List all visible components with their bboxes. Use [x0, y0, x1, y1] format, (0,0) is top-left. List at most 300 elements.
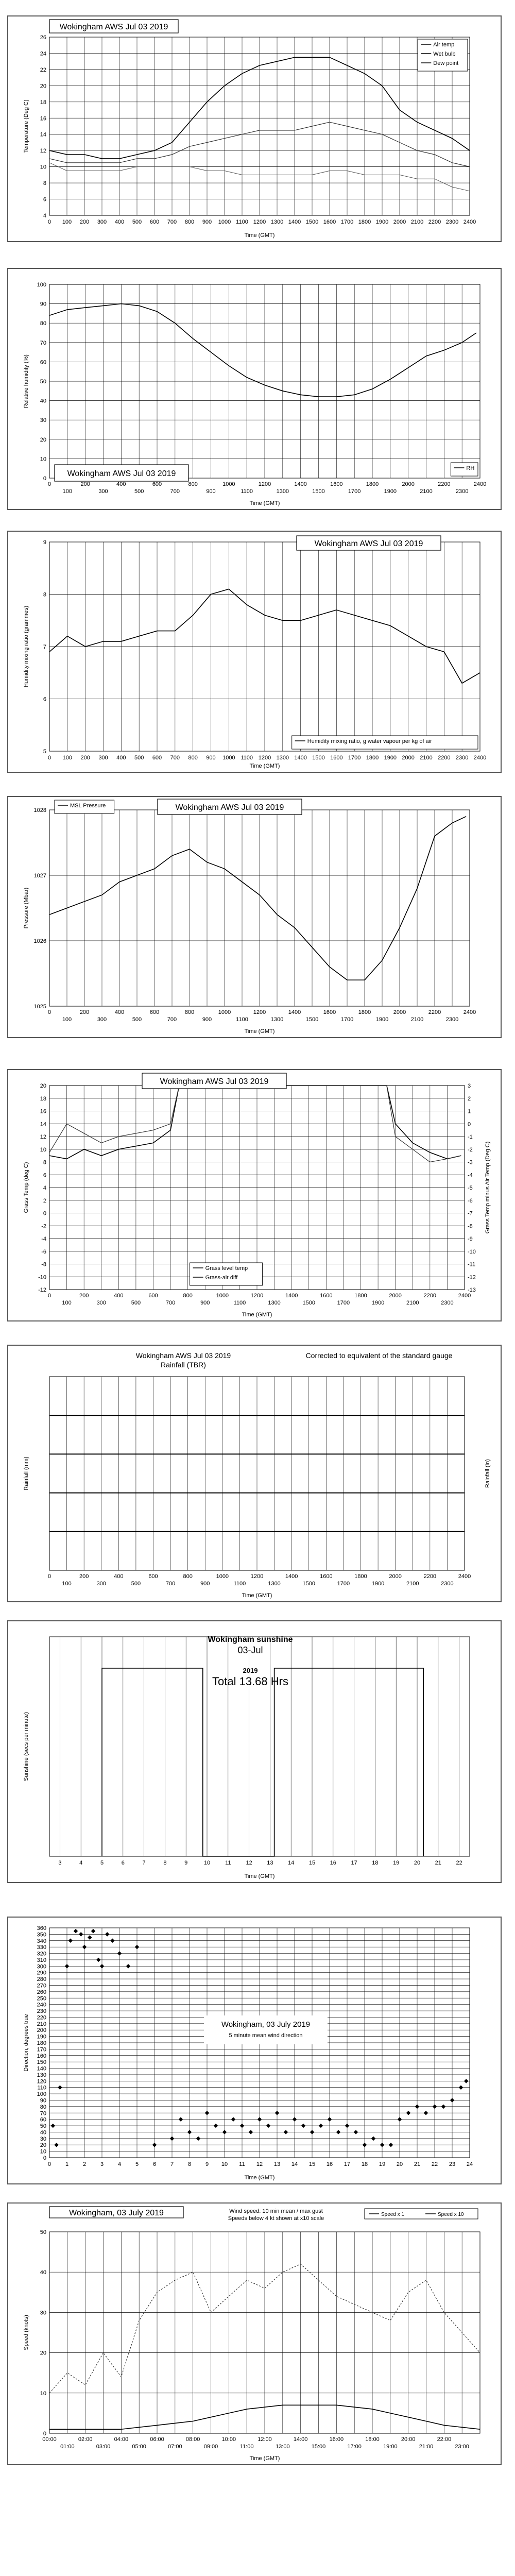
wind-speed-chart-panel — [7, 2202, 502, 2465]
x-tick-label: 1000 — [218, 219, 231, 225]
x-tick-label: 1600 — [323, 219, 336, 225]
wind-direction-chart-panel — [7, 1917, 502, 2184]
x-tick-label: 1700 — [348, 488, 361, 495]
x-tick-label: 1400 — [288, 1009, 301, 1015]
y-tick-label: 250 — [37, 1995, 46, 2002]
chart-title: Wokingham AWS Jul 03 2019 — [175, 803, 284, 812]
plot-area — [49, 1637, 470, 1856]
y-tick-label: 4 — [43, 1185, 46, 1191]
x-tick-label: 1200 — [258, 481, 271, 487]
y2-tick-label: -1 — [468, 1134, 473, 1140]
x-tick-label: 13 — [273, 2161, 281, 2167]
x-tick-label: 2200 — [423, 1293, 437, 1299]
y2-axis-label: Grass Temp minus Air Temp (Deg C) — [485, 1141, 491, 1234]
y-tick-label: -6 — [41, 1248, 46, 1255]
x-tick-label: 900 — [206, 488, 216, 495]
y-tick-label: 16 — [40, 115, 46, 122]
y-tick-label: 22 — [40, 66, 46, 73]
x-axis-label: Time (GMT) — [244, 2175, 275, 2181]
x-tick-label: 1900 — [375, 219, 389, 225]
x-tick-label: 2000 — [389, 1573, 402, 1580]
y-axis-label: Relative humidity (%) — [23, 354, 29, 408]
x-tick-label: 700 — [167, 219, 177, 225]
x-tick-label: 1900 — [371, 1300, 385, 1306]
y-tick-label: 20 — [40, 436, 46, 443]
x-tick-label: 02:00 — [78, 2436, 93, 2443]
x-tick-label: 5 — [135, 2161, 139, 2167]
x-tick-label: 2300 — [441, 1581, 454, 1587]
x-tick-label: 7 — [142, 1860, 146, 1866]
y-tick-label: 18 — [40, 99, 46, 106]
x-tick-label: 1200 — [253, 1009, 266, 1015]
x-axis-label: Time (GMT) — [242, 1312, 272, 1318]
x-tick-label: 14 — [288, 1860, 295, 1866]
y2-tick-label: 1 — [468, 1108, 471, 1115]
y-tick-label: 2 — [43, 1197, 46, 1204]
y-axis-label: Temperature (Deg C) — [23, 99, 29, 153]
x-tick-label: 2200 — [428, 1009, 441, 1015]
chart-title: Wokingham AWS Jul 03 2019 — [314, 539, 423, 548]
x-tick-label: 03:00 — [96, 2444, 111, 2450]
x-tick-label: 11 — [225, 1860, 231, 1866]
y-tick-label: 230 — [37, 2008, 46, 2015]
x-tick-label: 1200 — [258, 755, 271, 761]
x-tick-label: 700 — [170, 755, 180, 761]
x-tick-label: 2100 — [420, 755, 433, 761]
pressure-chart-panel — [7, 796, 502, 1038]
x-tick-label: 18:00 — [365, 2436, 380, 2443]
x-tick-label: 2200 — [423, 1573, 437, 1580]
x-tick-label: 15:00 — [311, 2444, 326, 2450]
y2-tick-label: -6 — [468, 1197, 473, 1204]
x-tick-label: 2000 — [402, 481, 415, 487]
x-tick-label: 6 — [121, 1860, 125, 1866]
x-tick-label: 500 — [131, 1300, 141, 1306]
y-tick-label: 20 — [40, 2142, 46, 2149]
y-tick-label: 16 — [40, 1108, 46, 1115]
x-tick-label: 300 — [98, 488, 108, 495]
x-axis-label: Time (GMT) — [249, 763, 280, 769]
x-tick-label: 16:00 — [329, 2436, 344, 2443]
x-tick-label: 1100 — [233, 1581, 246, 1587]
x-tick-label: 500 — [134, 488, 144, 495]
x-tick-label: 1900 — [375, 1016, 389, 1023]
x-tick-label: 06:00 — [150, 2436, 164, 2443]
y-tick-label: 18 — [40, 1095, 46, 1102]
y-tick-label: 0 — [43, 2155, 46, 2161]
x-tick-label: 1400 — [294, 481, 307, 487]
x-tick-label: 0 — [47, 219, 52, 225]
y-tick-label: 5 — [43, 749, 46, 755]
x-tick-label: 100 — [62, 1300, 72, 1306]
x-tick-label: 0 — [47, 1293, 52, 1299]
y-tick-label: -2 — [41, 1223, 46, 1230]
x-tick-label: 05:00 — [132, 2444, 146, 2450]
y-tick-label: 6 — [43, 1172, 46, 1179]
x-tick-label: 700 — [170, 488, 180, 495]
y-tick-label: 150 — [37, 2059, 46, 2066]
x-tick-label: 1700 — [340, 1016, 354, 1023]
x-tick-label: 1400 — [285, 1293, 298, 1299]
x-tick-label: 200 — [79, 219, 90, 225]
x-tick-label: 18 — [361, 2161, 368, 2167]
x-tick-label: 200 — [79, 1009, 90, 1015]
x-tick-label: 4 — [79, 1860, 83, 1866]
x-tick-label: 14 — [291, 2161, 298, 2167]
y-axis-label: Direction, degrees true — [23, 2014, 29, 2072]
y-tick-label: 14 — [40, 1121, 46, 1128]
x-tick-label: 12 — [246, 1860, 252, 1866]
y-tick-label: 30 — [40, 417, 46, 424]
y-tick-label: 10 — [40, 2390, 46, 2397]
x-tick-label: 1800 — [366, 481, 379, 487]
y-tick-label: 60 — [40, 359, 46, 366]
y-tick-label: 90 — [40, 301, 46, 308]
x-tick-label: 2400 — [473, 755, 487, 761]
x-tick-label: 22 — [431, 2161, 438, 2167]
y-tick-label: 120 — [37, 2078, 46, 2085]
x-tick-label: 800 — [188, 755, 198, 761]
y-tick-label: 260 — [37, 1989, 46, 1995]
y-tick-label: 40 — [40, 2129, 46, 2136]
x-tick-label: 2100 — [410, 1016, 424, 1023]
x-tick-label: 2100 — [420, 488, 433, 495]
x-tick-label: 2400 — [458, 1293, 471, 1299]
x-tick-label: 400 — [114, 1573, 124, 1580]
x-tick-label: 1900 — [384, 488, 397, 495]
x-tick-label: 500 — [134, 755, 144, 761]
legend-label: Humidity mixing ratio, g water vapour per kg of air — [307, 738, 432, 744]
x-tick-label: 16 — [326, 2161, 333, 2167]
y-tick-label: 200 — [37, 2027, 46, 2034]
y-tick-label: 100 — [37, 2091, 46, 2098]
x-tick-label: 300 — [98, 755, 108, 761]
x-tick-label: 300 — [97, 219, 107, 225]
x-tick-label: 09:00 — [203, 2444, 218, 2450]
y-tick-label: 10 — [40, 456, 46, 463]
y-tick-label: 9 — [43, 539, 46, 546]
x-tick-label: 22:00 — [437, 2436, 452, 2443]
y2-tick-label: 0 — [468, 1121, 471, 1128]
x-tick-label: 1600 — [330, 755, 343, 761]
x-tick-label: 1000 — [216, 1293, 229, 1299]
x-tick-label: 22 — [456, 1860, 462, 1866]
x-tick-label: 1500 — [305, 219, 319, 225]
legend-label: Wet bulb — [433, 51, 456, 57]
y-tick-label: 20 — [40, 1083, 46, 1089]
y-tick-label: 4 — [43, 213, 46, 219]
x-tick-label: 1300 — [276, 488, 289, 495]
y-tick-label: 20 — [40, 2350, 46, 2357]
x-tick-label: 1200 — [250, 1573, 264, 1580]
x-tick-label: 1400 — [294, 755, 307, 761]
x-tick-label: 1100 — [241, 488, 253, 495]
x-tick-label: 600 — [152, 481, 162, 487]
y2-tick-label: -13 — [468, 1287, 476, 1293]
x-tick-label: 0 — [47, 1009, 52, 1015]
legend-label: Speed x 1 — [381, 2212, 405, 2217]
x-tick-label: 100 — [62, 488, 73, 495]
y-axis-label: Rainfall (mm) — [23, 1456, 29, 1490]
x-tick-label: 07:00 — [168, 2444, 182, 2450]
y-tick-label: -4 — [41, 1236, 46, 1242]
y2-tick-label: -2 — [468, 1146, 473, 1153]
y-tick-label: 70 — [40, 2110, 46, 2117]
x-tick-label: 1700 — [337, 1300, 350, 1306]
y-tick-label: 10 — [40, 1146, 46, 1153]
y-tick-label: 310 — [37, 1957, 46, 1963]
x-tick-label: 1300 — [276, 755, 289, 761]
y-axis-label: Humidity mixing ratio (grammes) — [23, 605, 29, 688]
chart-title: Wokingham AWS Jul 03 2019 — [67, 469, 176, 478]
x-tick-label: 20 — [396, 2161, 403, 2167]
pressure-chart — [8, 797, 501, 1037]
legend-label: MSL Pressure — [70, 803, 106, 809]
x-tick-label: 17:00 — [347, 2444, 362, 2450]
x-tick-label: 0 — [47, 2161, 52, 2167]
x-tick-label: 1600 — [323, 1009, 336, 1015]
mixing-ratio-chart-panel — [7, 531, 502, 773]
x-tick-label: 1700 — [337, 1581, 350, 1587]
x-tick-label: 18 — [372, 1860, 379, 1866]
humidity-chart-panel — [7, 268, 502, 510]
x-tick-label: 800 — [184, 1009, 195, 1015]
y-tick-label: 26 — [40, 35, 46, 41]
x-tick-label: 1600 — [320, 1573, 333, 1580]
x-tick-label: 13 — [267, 1860, 273, 1866]
y-tick-label: 270 — [37, 1982, 46, 1989]
x-tick-label: 700 — [165, 1300, 176, 1306]
x-tick-label: 01:00 — [60, 2444, 75, 2450]
legend-label: Grass level temp — [205, 1265, 248, 1272]
y2-tick-label: -12 — [468, 1274, 476, 1281]
y-axis-label: Speed (knots) — [23, 2315, 29, 2350]
y2-tick-label: -11 — [468, 1261, 476, 1268]
x-axis-label: Time (GMT) — [244, 232, 275, 239]
x-tick-label: 7 — [170, 2161, 174, 2167]
chart-title: Wokingham, 03 July 2019 — [69, 2209, 164, 2217]
y-tick-label: 160 — [37, 2053, 46, 2059]
y-tick-label: 8 — [43, 180, 46, 187]
x-tick-label: 1000 — [218, 1009, 231, 1015]
x-tick-label: 1100 — [236, 219, 248, 225]
grass-temp-chart — [8, 1070, 501, 1320]
x-tick-label: 2000 — [389, 1293, 402, 1299]
x-tick-label: 400 — [116, 755, 126, 761]
y-tick-label: 12 — [40, 148, 46, 155]
chart-title: Wokingham AWS Jul 03 2019 — [135, 1351, 231, 1360]
y-tick-label: 24 — [40, 50, 46, 57]
x-tick-label: 700 — [165, 1581, 176, 1587]
y-tick-label: 190 — [37, 2033, 46, 2040]
legend-label: Dew point — [433, 60, 459, 66]
x-tick-label: 21 — [435, 1860, 441, 1866]
x-tick-label: 2300 — [445, 1016, 459, 1023]
x-tick-label: 1700 — [348, 755, 361, 761]
x-tick-label: 1800 — [366, 755, 379, 761]
y-tick-label: 180 — [37, 2040, 46, 2046]
sunshine-chart — [8, 1621, 501, 1882]
legend-label: Air temp — [433, 42, 455, 48]
y-tick-label: 170 — [37, 2046, 46, 2053]
air-temp-chart — [8, 16, 501, 241]
y-tick-label: 360 — [37, 1925, 46, 1931]
x-tick-label: 300 — [96, 1581, 106, 1587]
legend-label: Grass-air diff — [205, 1275, 238, 1281]
x-tick-label: 2300 — [445, 219, 459, 225]
y2-axis-label: Rainfall (in) — [485, 1459, 491, 1488]
x-tick-label: 2200 — [428, 219, 441, 225]
y-tick-label: 300 — [37, 1963, 46, 1970]
x-tick-label: 17 — [351, 1860, 357, 1866]
legend-label: RH — [466, 465, 475, 471]
x-tick-label: 6 — [152, 2161, 157, 2167]
y-tick-label: 220 — [37, 2014, 46, 2021]
chart-year: 2019 — [243, 1667, 258, 1674]
y-tick-label: 50 — [40, 2123, 46, 2130]
x-tick-label: 9 — [205, 2161, 209, 2167]
x-tick-label: 1400 — [288, 219, 301, 225]
x-tick-label: 23 — [449, 2161, 456, 2167]
y2-tick-label: 3 — [468, 1083, 471, 1089]
x-tick-label: 24 — [466, 2161, 473, 2167]
x-tick-label: 9 — [184, 1860, 188, 1866]
x-tick-label: 1500 — [312, 755, 325, 761]
y-tick-label: 6 — [43, 696, 46, 703]
x-tick-label: 20:00 — [401, 2436, 416, 2443]
y-tick-label: 14 — [40, 131, 46, 138]
y-tick-label: 80 — [40, 2104, 46, 2110]
x-tick-label: 2 — [82, 2161, 87, 2167]
y-tick-label: 130 — [37, 2072, 46, 2078]
y-tick-label: 280 — [37, 1976, 46, 1983]
chart-title: Wokingham AWS Jul 03 2019 — [160, 1077, 269, 1086]
x-tick-label: 900 — [206, 755, 216, 761]
x-tick-label: 1200 — [250, 1293, 264, 1299]
x-tick-label: 600 — [149, 219, 160, 225]
x-tick-label: 1300 — [268, 1300, 281, 1306]
y-tick-label: 110 — [37, 2084, 46, 2091]
x-tick-label: 1000 — [216, 1573, 229, 1580]
y-tick-label: 330 — [37, 1944, 46, 1951]
x-tick-label: 100 — [62, 1016, 72, 1023]
x-tick-label: 13:00 — [276, 2444, 290, 2450]
x-tick-label: 08:00 — [185, 2436, 200, 2443]
x-tick-label: 400 — [114, 1009, 125, 1015]
x-tick-label: 0 — [47, 755, 52, 761]
x-tick-label: 0 — [47, 1573, 52, 1580]
y-tick-label: -10 — [38, 1274, 46, 1281]
x-tick-label: 2000 — [393, 219, 406, 225]
x-tick-label: 500 — [132, 219, 142, 225]
sunshine-chart-panel — [7, 1620, 502, 1883]
y-tick-label: -8 — [41, 1261, 46, 1268]
x-tick-label: 800 — [188, 481, 198, 487]
y2-tick-label: -8 — [468, 1223, 473, 1230]
x-tick-label: 2100 — [406, 1581, 419, 1587]
chart-title: Wokingham, 03 July 2019 — [221, 2020, 311, 2029]
x-tick-label: 200 — [79, 1573, 89, 1580]
chart-note-2: Speeds below 4 kt shown at x10 scale — [228, 2215, 324, 2222]
y-tick-label: 6 — [43, 196, 46, 203]
air-temp-chart-panel — [7, 15, 502, 242]
x-tick-label: 100 — [62, 1581, 72, 1587]
chart-note: Wind speed: 10 min mean / max gust — [229, 2208, 323, 2214]
y2-tick-label: -9 — [468, 1236, 473, 1242]
x-axis-label: Time (GMT) — [249, 2455, 280, 2462]
x-tick-label: 15 — [308, 1860, 316, 1866]
x-tick-label: 1800 — [354, 1573, 367, 1580]
x-tick-label: 900 — [202, 1016, 212, 1023]
x-tick-label: 1500 — [302, 1300, 315, 1306]
y2-tick-label: -5 — [468, 1185, 473, 1191]
chart-note: Corrected to equivalent of the standard gauge — [305, 1351, 453, 1360]
x-tick-label: 200 — [80, 755, 90, 761]
x-tick-label: 2400 — [473, 481, 487, 487]
y-tick-label: 1028 — [33, 807, 46, 814]
x-tick-label: 200 — [79, 1293, 89, 1299]
x-tick-label: 1000 — [222, 481, 235, 487]
chart-subtitle: 5 minute mean wind direction — [229, 2032, 303, 2039]
x-tick-label: 3 — [58, 1860, 62, 1866]
x-tick-label: 1800 — [358, 1009, 371, 1015]
y2-tick-label: -4 — [468, 1172, 473, 1179]
x-tick-label: 1700 — [340, 219, 354, 225]
x-tick-label: 100 — [62, 219, 72, 225]
chart-date: 03-Jul — [237, 1645, 263, 1655]
y-tick-label: 1025 — [33, 1004, 46, 1010]
x-tick-label: 1300 — [270, 219, 284, 225]
x-tick-label: 0 — [47, 481, 52, 487]
x-tick-label: 1100 — [241, 755, 253, 761]
x-tick-label: 1100 — [233, 1300, 246, 1306]
x-tick-label: 600 — [148, 1293, 158, 1299]
x-tick-label: 8 — [187, 2161, 192, 2167]
x-tick-label: 11:00 — [239, 2444, 254, 2450]
x-tick-label: 1900 — [384, 755, 397, 761]
x-tick-label: 1600 — [320, 1293, 333, 1299]
x-tick-label: 1800 — [358, 219, 371, 225]
y-tick-label: 8 — [43, 1159, 46, 1166]
x-tick-label: 2300 — [455, 488, 469, 495]
y-tick-label: 60 — [40, 2116, 46, 2123]
y-tick-label: 7 — [43, 644, 46, 650]
y-tick-label: 290 — [37, 1970, 46, 1976]
x-tick-label: 900 — [202, 219, 212, 225]
x-tick-label: 1900 — [371, 1581, 385, 1587]
y-axis-label: Grass Temp (deg C) — [23, 1162, 29, 1213]
y-tick-label: 50 — [40, 2229, 46, 2235]
x-tick-label: 800 — [183, 1573, 193, 1580]
y-tick-label: 0 — [43, 1210, 46, 1217]
x-tick-label: 1500 — [302, 1581, 315, 1587]
x-tick-label: 2300 — [441, 1300, 454, 1306]
x-tick-label: 19:00 — [383, 2444, 398, 2450]
y-tick-label: 210 — [37, 2021, 46, 2027]
x-tick-label: 2300 — [455, 755, 469, 761]
y-axis-label: Sunshine (secs per minute) — [23, 1712, 29, 1781]
y2-tick-label: -10 — [468, 1248, 476, 1255]
y-tick-label: 100 — [37, 282, 46, 288]
x-tick-label: 1 — [65, 2161, 69, 2167]
x-tick-label: 4 — [117, 2161, 122, 2167]
x-tick-label: 1500 — [305, 1016, 319, 1023]
x-tick-label: 21:00 — [419, 2444, 434, 2450]
x-tick-label: 2400 — [463, 1009, 476, 1015]
y2-tick-label: -3 — [468, 1159, 473, 1166]
y2-tick-label: 2 — [468, 1095, 471, 1102]
y-axis-label: Pressure (Mbar) — [23, 887, 29, 929]
